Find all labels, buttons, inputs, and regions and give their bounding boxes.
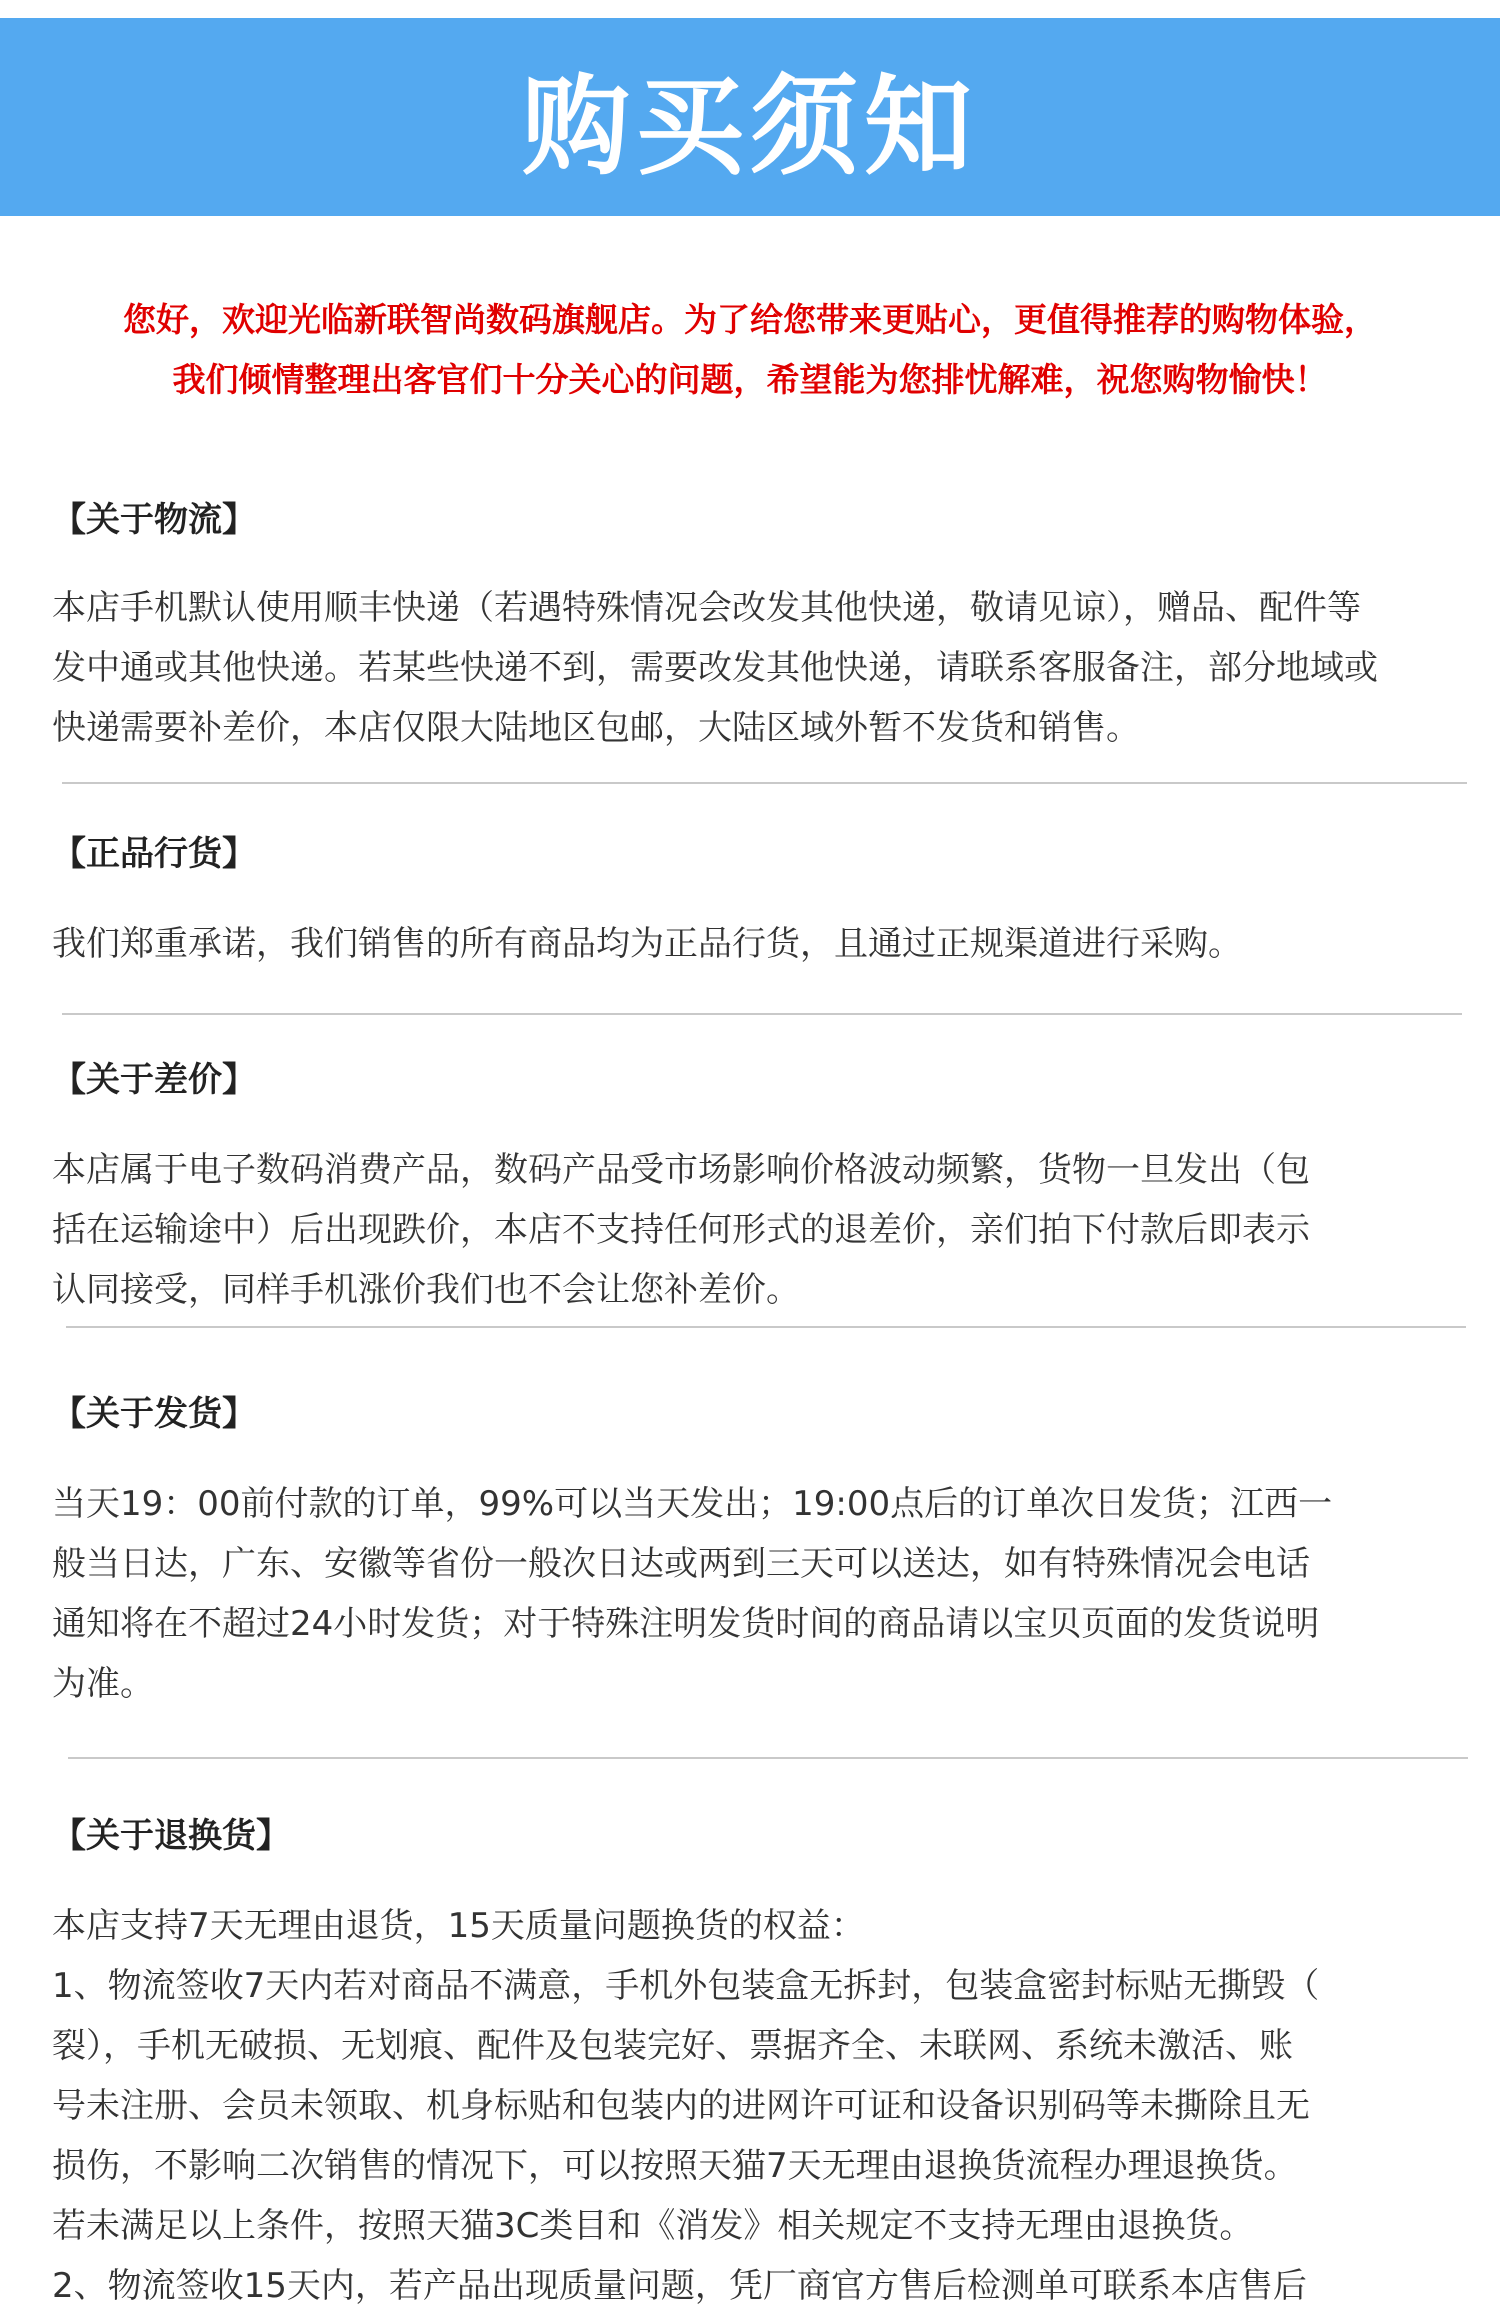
page-title: 购买须知 [521,64,978,190]
body-line: 本店属于电子数码消费产品，数码产品受市场影响价格波动频繁，货物一旦发出（包 [52,1150,1310,1190]
greeting-line: 我们倾情整理出客官们十分关心的问题，希望能为您排忧解难，祝您购物愉快！ [172,360,1328,399]
section-title: 【关于差价】 [52,1060,256,1100]
body-line: 号未注册、会员未领取、机身标贴和包装内的进网许可证和设备识别码等未撕除且无 [52,2086,1310,2126]
divider [68,1757,1468,1759]
section-title: 【关于物流】 [52,500,256,540]
greeting-text [40,290,1460,410]
body-line: 2、物流签收15天内，若产品出现质量问题，凭厂商官方售后检测单可联系本店售后 [52,2266,1307,2306]
section-title: 【关于退换货】 [52,1816,290,1856]
divider [62,782,1467,784]
header-banner [0,18,1500,216]
section-returns [52,1808,1472,1857]
body-line: 损伤，不影响二次销售的情况下，可以按照天猫7天无理由退换货流程办理退换货。 [52,2146,1298,2186]
section-logistics [52,492,1472,541]
section-body-returns [52,1896,1472,2316]
section-body-genuine [52,914,1472,974]
body-line: 本店支持7天无理由退货，15天质量问题换货的权益： [52,1906,865,1946]
greeting-line: 您好，欢迎光临新联智尚数码旗舰店。为了给您带来更贴心，更值得推荐的购物体验， [123,300,1377,339]
section-body-price-difference [52,1140,1472,1320]
body-line: 认同接受，同样手机涨价我们也不会让您补差价。 [52,1270,800,1310]
section-genuine [52,826,1472,875]
body-line: 发中通或其他快递。若某些快递不到，需要改发其他快递，请联系客服备注，部分地域或 [52,648,1378,688]
body-line: 为准。 [52,1664,154,1704]
divider [62,1013,1462,1015]
body-line: 若未满足以上条件，按照天猫3C类目和《消发》相关规定不支持无理由退换货。 [52,2206,1254,2246]
section-shipping [52,1386,1472,1435]
section-title: 【关于发货】 [52,1394,256,1434]
divider [66,1326,1466,1328]
body-line: 般当日达，广东、安徽等省份一般次日达或两到三天可以送达，如有特殊情况会电话 [52,1544,1310,1584]
body-line: 裂），手机无破损、无划痕、配件及包装完好、票据齐全、未联网、系统未激活、账 [52,2026,1293,2066]
body-line: 通知将在不超过24小时发货；对于特殊注明发货时间的商品请以宝贝页面的发货说明 [52,1604,1320,1644]
body-line: 快递需要补差价，本店仅限大陆地区包邮，大陆区域外暂不发货和销售。 [52,708,1140,748]
body-line: 当天19：00前付款的订单，99%可以当天发出；19:00点后的订单次日发货；江西一 [52,1484,1333,1524]
body-line: 括在运输途中）后出现跌价，本店不支持任何形式的退差价，亲们拍下付款后即表示 [52,1210,1310,1250]
section-title: 【正品行货】 [52,834,256,874]
section-body-logistics [52,578,1472,758]
body-line: 1、物流签收7天内若对商品不满意，手机外包装盒无拆封，包装盒密封标贴无撕毁（ [52,1966,1320,2006]
section-body-shipping [52,1474,1472,1714]
body-line: 本店手机默认使用顺丰快递（若遇特殊情况会改发其他快递，敬请见谅），赠品、配件等 [52,588,1361,628]
section-price-difference [52,1052,1472,1101]
body-line: 我们郑重承诺，我们销售的所有商品均为正品行货，且通过正规渠道进行采购。 [52,924,1242,964]
